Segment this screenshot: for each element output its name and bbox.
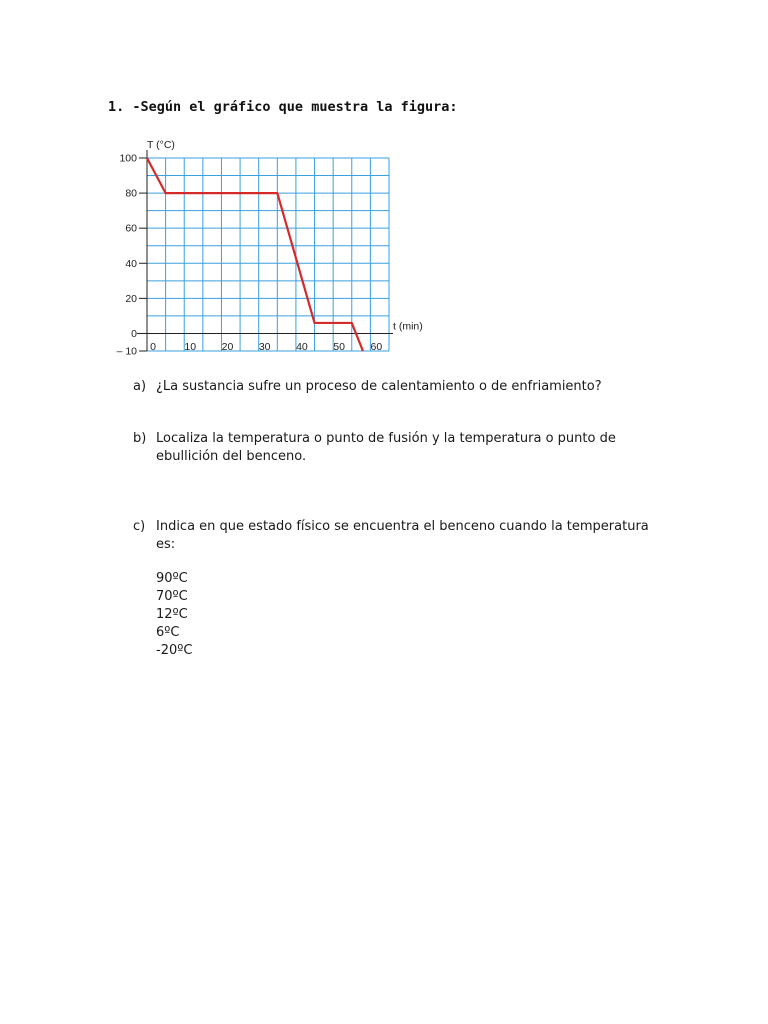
x-tick-label: 50 (333, 341, 345, 353)
question-b-text: Localiza la temperatura o punto de fusión y la temperatura o punto de ebullición del benceno. (156, 431, 616, 464)
x-tick-label: 0 (150, 341, 156, 353)
grid-lines (147, 158, 389, 351)
temperature-item: 90ºC (156, 571, 188, 586)
y-tick-label: 20 (125, 292, 137, 305)
y-tick-label: 100 (119, 152, 137, 165)
question-a-text: ¿La sustancia sufre un proceso de calentamiento o de enfriamiento? (156, 379, 602, 394)
y-tick-label: 60 (125, 222, 137, 235)
question-b (133, 430, 633, 466)
y-axis-label: T (°C) (147, 139, 175, 151)
x-tick-label: 30 (258, 341, 271, 353)
question-b-letter: b) (133, 431, 147, 446)
question-c-letter: c) (133, 519, 146, 534)
y-tick-label: – 10 (116, 345, 137, 355)
temperature-item: 12ºC (156, 607, 188, 622)
chart-svg (108, 130, 440, 355)
cooling-curve-line (147, 158, 363, 351)
y-tick-label: 0 (131, 327, 137, 340)
temperature-item: -20ºC (156, 643, 193, 658)
x-tick-label: 20 (221, 341, 234, 353)
x-tick-label: 10 (184, 341, 197, 353)
x-axis-label: t (min) (393, 320, 423, 333)
x-tick-label: 60 (370, 341, 383, 353)
y-tick-label: 80 (125, 187, 137, 200)
temperature-chart (108, 130, 440, 355)
temperature-item: 6ºC (156, 625, 180, 640)
question-c-text: Indica en que estado físico se encuentra el benceno cuando la temperatura es: (156, 519, 649, 552)
question-a-letter: a) (133, 379, 147, 394)
question-heading: 1. -Según el gráfico que muestra la figura: (108, 99, 458, 115)
y-tick-label: 40 (125, 257, 137, 270)
x-tick-label: 40 (296, 341, 308, 353)
temperature-list (156, 570, 192, 660)
temperature-item: 70ºC (156, 589, 188, 604)
question-c (133, 518, 663, 554)
question-a (133, 378, 673, 396)
